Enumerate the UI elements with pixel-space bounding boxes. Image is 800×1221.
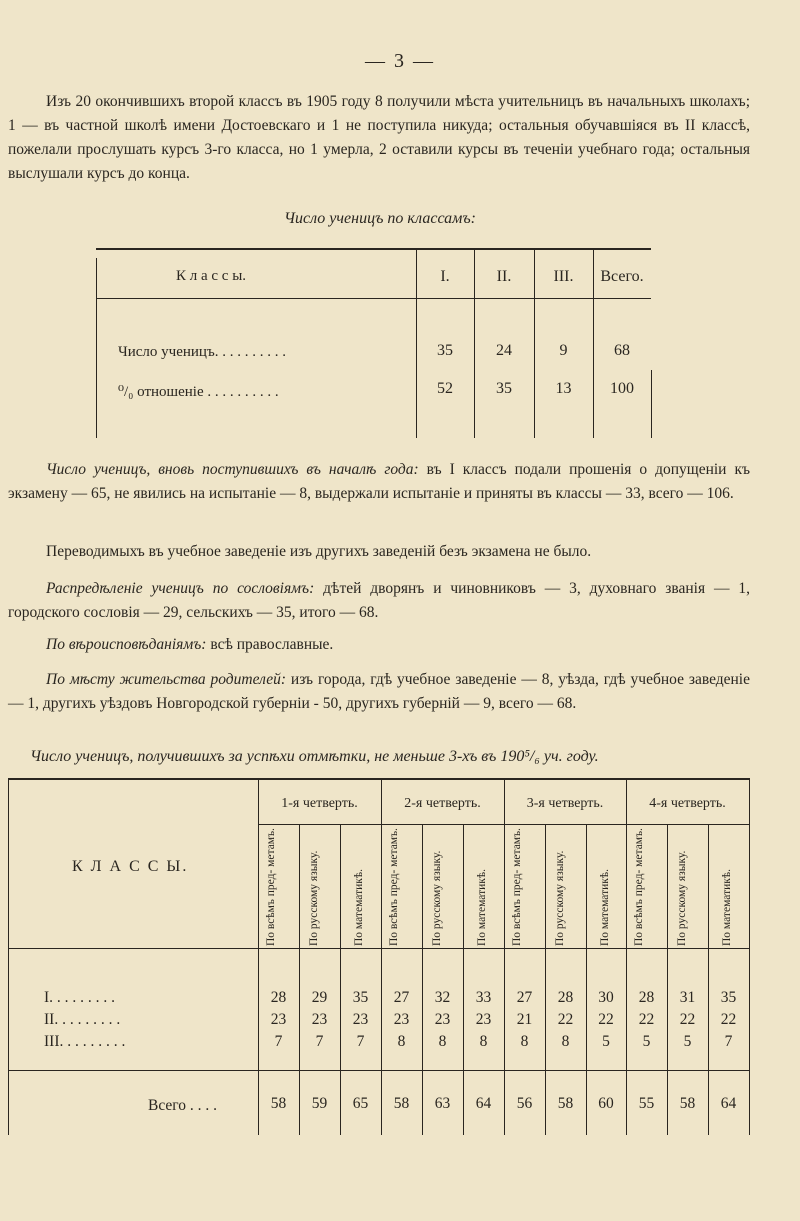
table1-cell: 35 bbox=[437, 342, 453, 359]
grade-cell: 35 bbox=[720, 989, 737, 1006]
table1-cell: 13 bbox=[555, 380, 572, 397]
subheader-russian: По русскому языку. bbox=[308, 850, 320, 946]
grade-cell: 23 bbox=[270, 1011, 287, 1028]
table1-col-1: I. bbox=[440, 268, 450, 285]
total-cell: 55 bbox=[638, 1095, 655, 1112]
para6-text: изъ города, гдѣ учебное заведеніе — 8, уѣзда, гдѣ учебное заведеніе — 1, другихъ уѣздовъ Новгородской губерніи - 50, другихъ губерній — 9, всего — 68. bbox=[8, 671, 750, 712]
para5-text: всѣ православные. bbox=[206, 636, 334, 653]
table1-col-total: Всего. bbox=[600, 268, 644, 285]
total-cell: 58 bbox=[270, 1095, 287, 1112]
para4-italic: Распредѣленіе ученицъ по сословіямъ: bbox=[46, 580, 315, 597]
para2-italic: Число ученицъ, вновь поступившихъ въ началѣ года: bbox=[46, 461, 419, 478]
para2-text: въ I классъ подали прошенія о допущеніи къ экзамену — 65, не явились на испытаніе — 8, выдержали испытаніе и приняты въ классы — 33, всего — 106. bbox=[8, 461, 750, 502]
subheader-math: По математикѣ. bbox=[353, 869, 365, 946]
para5-italic: По вѣроисповѣданіямъ: bbox=[46, 636, 207, 653]
grade-cell: 22 bbox=[557, 1011, 574, 1028]
quarter-4-header: 4-я четверть. bbox=[649, 796, 726, 811]
grade-cell: 7 bbox=[356, 1033, 365, 1050]
row-label-class-3: III. . . . . . . . . bbox=[44, 1033, 126, 1050]
total-cell: 59 bbox=[311, 1095, 328, 1112]
grade-cell: 23 bbox=[352, 1011, 369, 1028]
grade-cell: 22 bbox=[598, 1011, 614, 1028]
subheader-all-subjects: По всѣмъ пред- метамъ. bbox=[388, 828, 400, 946]
table1-row-count-label: Число ученицъ. . . . . . . . . . bbox=[118, 344, 286, 360]
quarter-1-header: 1-я четверть. bbox=[281, 796, 358, 811]
row-label-class-2: II. . . . . . . . . bbox=[44, 1011, 121, 1028]
row-label-total: Всего . . . . bbox=[148, 1097, 218, 1114]
table1-col-2: II. bbox=[496, 268, 512, 285]
total-cell: 58 bbox=[557, 1095, 574, 1112]
total-cell: 65 bbox=[352, 1095, 369, 1112]
table1-caption: Число ученицъ по классамъ: bbox=[284, 210, 476, 227]
subheader-all-subjects: По всѣмъ пред- метамъ. bbox=[265, 828, 277, 946]
total-cell: 64 bbox=[720, 1095, 737, 1112]
grade-cell: 22 bbox=[679, 1011, 696, 1028]
grade-cell: 8 bbox=[561, 1033, 570, 1050]
grade-cell: 27 bbox=[516, 989, 533, 1006]
table1-cell: 35 bbox=[496, 380, 512, 397]
subheader-all-subjects: По всѣмъ пред- метамъ. bbox=[511, 828, 523, 946]
grade-cell: 31 bbox=[679, 989, 696, 1006]
grade-cell: 7 bbox=[315, 1033, 324, 1050]
grade-cell: 29 bbox=[311, 989, 328, 1006]
grade-cell: 23 bbox=[475, 1011, 492, 1028]
table2-header-label: К Л А С С Ы. bbox=[72, 858, 189, 875]
paragraph-estates bbox=[8, 577, 750, 625]
grade-cell: 22 bbox=[638, 1011, 655, 1028]
grade-cell: 35 bbox=[352, 989, 369, 1006]
table-grades bbox=[8, 778, 750, 1135]
subheader-math: По математикѣ. bbox=[721, 869, 733, 946]
table-students-by-class bbox=[96, 248, 651, 438]
grade-cell: 30 bbox=[598, 989, 614, 1006]
grade-cell: 28 bbox=[557, 989, 574, 1006]
grade-cell: 28 bbox=[270, 989, 287, 1006]
table1-row-percent-label: ⁰/₀ отношеніе . . . . . . . . . . bbox=[118, 384, 279, 400]
paragraph-religion bbox=[8, 633, 750, 657]
grade-cell: 7 bbox=[724, 1033, 733, 1050]
table1-col-3: III. bbox=[553, 268, 574, 285]
para4-text: дѣтей дворянъ и чиновниковъ — 3, духовнаго званія — 1, городского сословія — 29, сельскихъ — 35, итого — 68. bbox=[8, 580, 750, 621]
page-number: — 3 — bbox=[365, 50, 435, 72]
table1-header-label: К л а с с ы. bbox=[176, 268, 247, 284]
quarter-3-header: 3-я четверть. bbox=[526, 796, 604, 811]
table1-cell: 100 bbox=[610, 380, 634, 397]
grade-cell: 7 bbox=[274, 1033, 283, 1050]
subheader-russian: По русскому языку. bbox=[554, 850, 566, 946]
grade-cell: 23 bbox=[393, 1011, 410, 1028]
total-cell: 58 bbox=[393, 1095, 410, 1112]
grade-cell: 22 bbox=[720, 1011, 737, 1028]
grade-cell: 8 bbox=[397, 1033, 406, 1050]
table1-cell: 9 bbox=[559, 342, 568, 359]
subheader-math: По математикѣ. bbox=[599, 869, 611, 946]
subheader-all-subjects: По всѣмъ пред- метамъ. bbox=[633, 828, 645, 946]
paragraph-graduates: Изъ 20 окончившихъ второй классъ въ 1905 году 8 получили мѣста учительницъ въ начальныхъ школахъ; 1 — въ частной школѣ имени Достоевскаго и 1 не поступила никуда; остальныя обучавшіяся въ II классѣ, пожелали прослушать курсъ 3-го класса, но 1 умерла, 2 оставили курсы въ теченіи учебнаго года; остальныя выслушали курсъ до конца. bbox=[8, 93, 750, 182]
table1-cell: 24 bbox=[496, 342, 512, 359]
total-cell: 64 bbox=[475, 1095, 492, 1112]
table2-caption: Число ученицъ, получившихъ за успѣхи отмѣтки, не меньше 3-хъ въ 190⁵/₆ уч. году. bbox=[30, 748, 599, 765]
quarter-2-header: 2-я четверть. bbox=[404, 796, 481, 811]
subheader-russian: По русскому языку. bbox=[431, 850, 443, 946]
table1-cell: 68 bbox=[614, 342, 630, 359]
total-cell: 58 bbox=[679, 1095, 696, 1112]
para6-italic: По мѣсту жительства родителей: bbox=[46, 671, 287, 688]
grade-cell: 27 bbox=[393, 989, 410, 1006]
row-label-class-1: I. . . . . . . . . bbox=[44, 989, 116, 1006]
total-cell: 60 bbox=[598, 1095, 614, 1112]
paragraph-new-students bbox=[8, 458, 750, 506]
grade-cell: 5 bbox=[602, 1033, 610, 1050]
grade-cell: 23 bbox=[311, 1011, 328, 1028]
table1-cell: 52 bbox=[437, 380, 453, 397]
total-cell: 63 bbox=[434, 1095, 451, 1112]
total-cell: 56 bbox=[516, 1095, 533, 1112]
grade-cell: 5 bbox=[642, 1033, 651, 1050]
grade-cell: 8 bbox=[438, 1033, 447, 1050]
grade-cell: 21 bbox=[516, 1011, 533, 1028]
grade-cell: 32 bbox=[434, 989, 451, 1006]
grade-cell: 33 bbox=[475, 989, 492, 1006]
paragraph-residence bbox=[8, 668, 750, 716]
grade-cell: 8 bbox=[479, 1033, 488, 1050]
subheader-math: По математикѣ. bbox=[476, 869, 488, 946]
grade-cell: 8 bbox=[520, 1033, 529, 1050]
paragraph-transfers: Переводимыхъ въ учебное заведеніе изъ другихъ заведеній безъ экзамена не было. bbox=[46, 543, 592, 560]
subheader-russian: По русскому языку. bbox=[676, 850, 688, 946]
grade-cell: 5 bbox=[683, 1033, 692, 1050]
grade-cell: 23 bbox=[434, 1011, 451, 1028]
grade-cell: 28 bbox=[638, 989, 655, 1006]
